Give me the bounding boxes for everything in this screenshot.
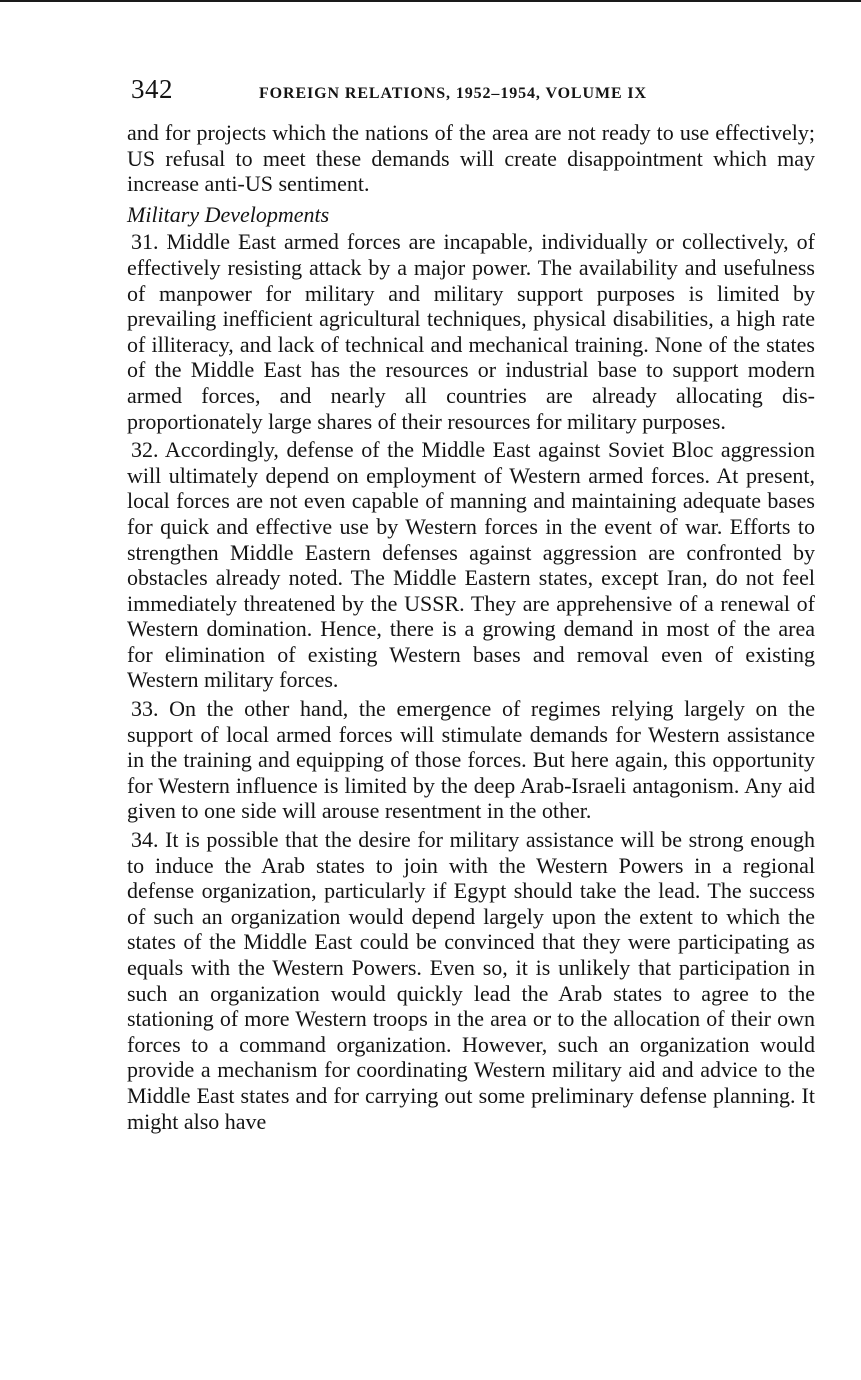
paragraph-33: 33. On the other hand, the emergence of regimes relying largely on the support of local armed forces will stimulate demands for Western assistance in the training and equipping of those forces. But here again, this opportunity for Western influence is limited by the deep Arab-Israeli antagonism. Any aid given to one side will arouse resentment in the other.	[127, 696, 815, 824]
publication-title: FOREIGN RELATIONS, 1952–1954, VOLUME IX	[259, 85, 648, 102]
running-header	[127, 72, 815, 112]
paragraph-31: 31. Middle East armed forces are incapable, individually or collectively, of effectively resisting attack by a major power. The availability and usefulness of manpower for military and military support purposes is limited by prevailing inefficient agricultural techniques, physical disabilities, a high rate of illiteracy, and lack of technical and mechanical training. None of the states of the Middle East has the resources or industrial base to support modern armed forces, and nearly all countries are already allocating disproportionately large shares of their resources for military purposes.	[127, 229, 815, 434]
section-heading: Military Developments	[127, 201, 330, 227]
page-top-edge	[0, 0, 861, 2]
paragraph-32: 32. Accordingly, defense of the Middle East against Soviet Bloc aggression will ultimately depend on employment of Western armed forces. At present, local forces are not even capable of manning and maintaining adequate bases for quick and effective use by Western forces in the event of war. Efforts to strengthen Middle Eastern defenses against aggression are confronted by obstacles already noted. The Middle Eastern states, except Iran, do not feel immediately threatened by the USSR. They are apprehensive of a renewal of Western domination. Hence, there is a growing demand in most of the area for elimination of existing Western bases and removal even of existing Western military forces.	[127, 437, 815, 693]
continuation-paragraph: and for projects which the nations of the area are not ready to use effectively; US refusal to meet these demands will create disappointment which may increase anti-US sentiment.	[127, 120, 815, 197]
document-page	[127, 72, 815, 1137]
page-number: 342	[131, 74, 173, 104]
body-text	[127, 120, 815, 1134]
paragraph-34: 34. It is possible that the desire for military assistance will be strong enough to induce the Arab states to join with the Western Powers in a regional defense organization, particularly if Egypt should take the lead. The success of such an organization would depend largely upon the extent to which the states of the Middle East could be convinced that they were participating as equals with the Western Powers. Even so, it is unlikely that participation in such an organization would quickly lead the Arab states to agree to the stationing of more Western troops in the area or to the allocation of their own forces to a command organization. However, such an organization would provide a mechanism for coordinating Western military aid and advice to the Middle East states and for carrying out some preliminary defense planning. It might also have	[127, 827, 815, 1134]
